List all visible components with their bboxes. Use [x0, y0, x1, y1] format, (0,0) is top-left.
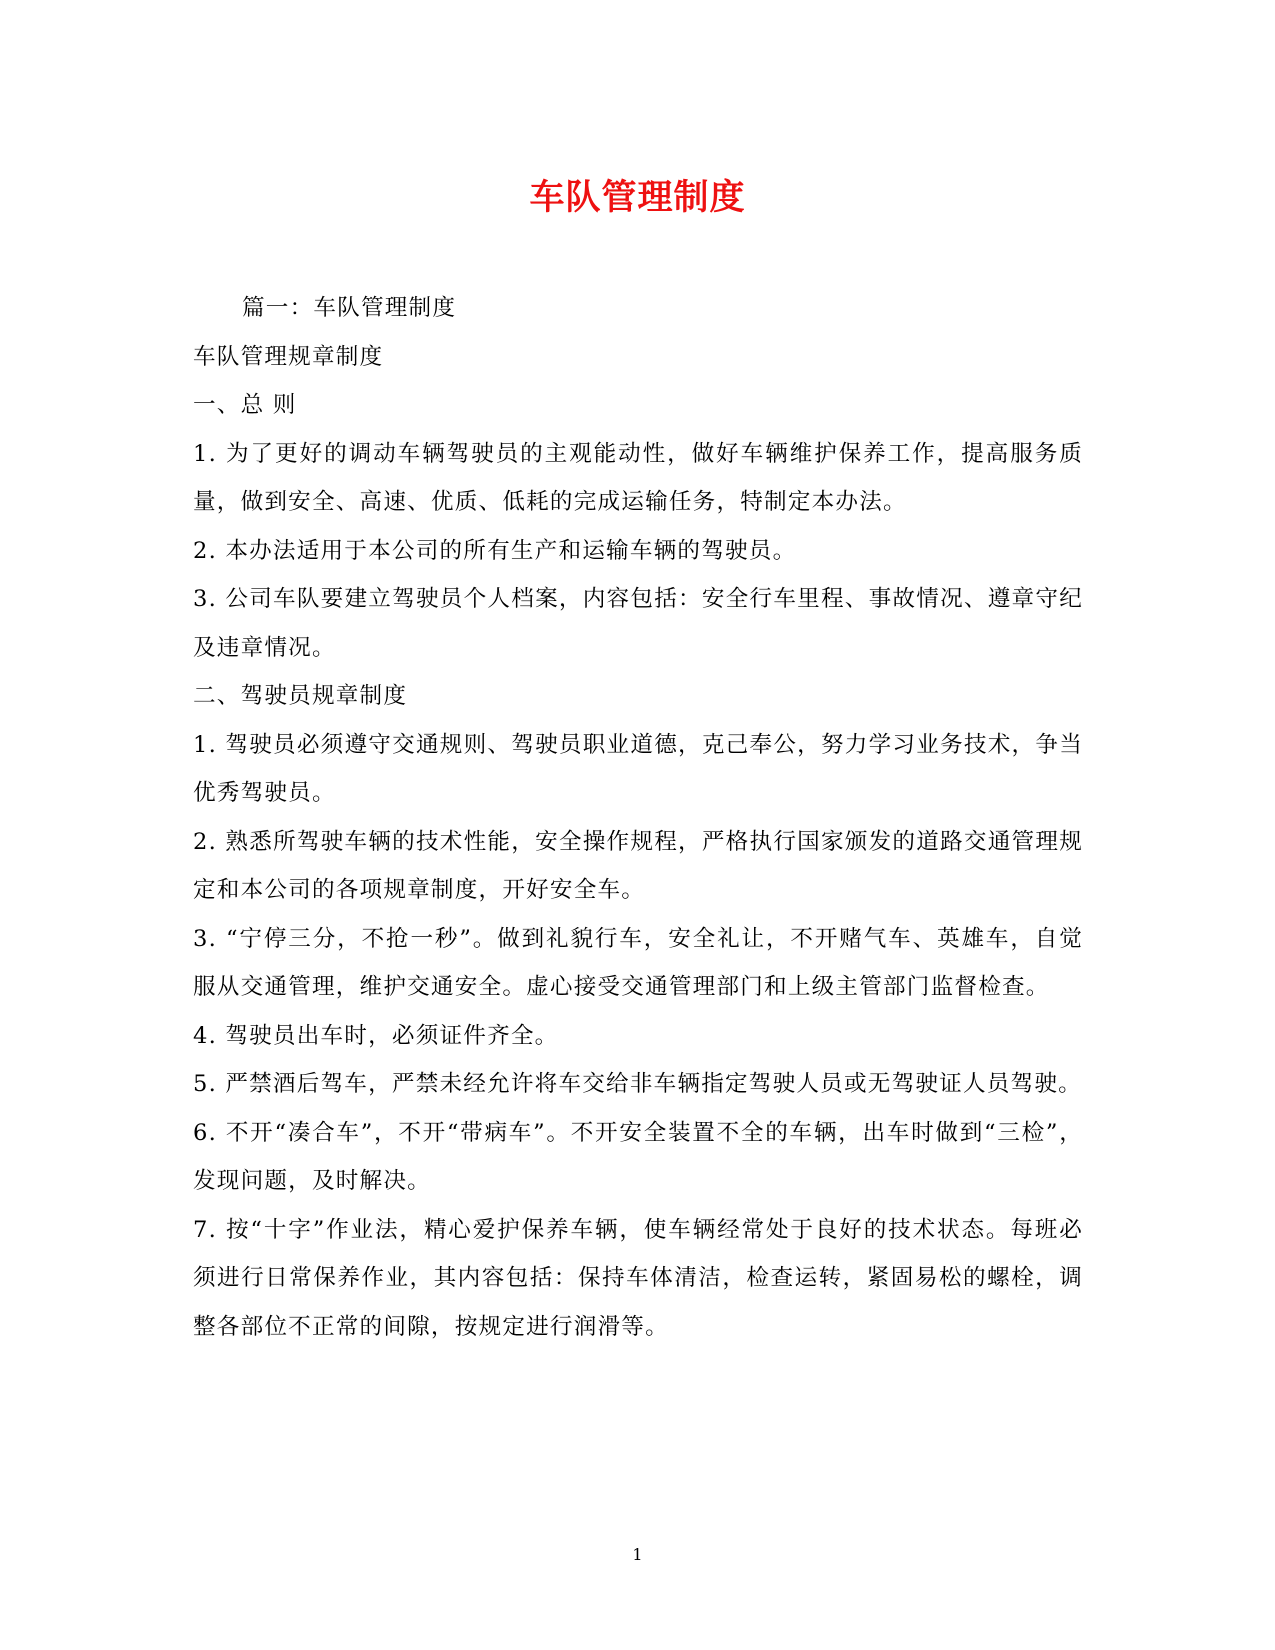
paragraph-driver-7: 7. 按“十字”作业法，精心爱护保养车辆，使车辆经常处于良好的技术状态。每班必须进行日常保养作业，其内容包括：保持车体清洁，检查运转，紧固易松的螺栓，调整各部位不正常的间隙，按规定进行润滑等。 [193, 1216, 1083, 1340]
document-title: 车队管理制度 [529, 178, 746, 218]
section-heading-part-one: 篇一：车队管理制度 [242, 295, 457, 321]
section-heading-general: 一、总 则 [193, 392, 297, 418]
page-number: 1 [632, 1545, 643, 1564]
subtitle-regulations: 车队管理规章制度 [193, 343, 384, 370]
paragraph-driver-6: 6. 不开“凑合车”，不开“带病车”。不开安全装置不全的车辆，出车时做到“三检”，发现问题，及时解决。 [193, 1119, 1083, 1194]
paragraph-driver-5: 5. 严禁酒后驾车，严禁未经允许将车交给非车辆指定驾驶人员或无驾驶证人员驾驶。 [193, 1071, 1082, 1097]
paragraph-driver-3: 3. “宁停三分，不抢一秒”。做到礼貌行车，安全礼让，不开赌气车、英雄车，自觉服从交通管理，维护交通安全。虚心接受交通管理部门和上级主管部门监督检查。 [193, 925, 1083, 1000]
paragraph-driver-4: 4. 驾驶员出车时，必须证件齐全。 [193, 1022, 559, 1049]
section-heading-driver-rules: 二、驾驶员规章制度 [193, 683, 408, 709]
paragraph-general-3: 3. 公司车队要建立驾驶员个人档案，内容包括：安全行车里程、事故情况、遵章守纪及违章情况。 [193, 586, 1083, 661]
document-body [193, 284, 1083, 1351]
paragraph-driver-1: 1. 驾驶员必须遵守交通规则、驾驶员职业道德，克己奉公，努力学习业务技术，争当优秀驾驶员。 [193, 731, 1083, 806]
paragraph-general-2: 2. 本办法适用于本公司的所有生产和运输车辆的驾驶员。 [193, 537, 797, 564]
paragraph-driver-2: 2. 熟悉所驾驶车辆的技术性能，安全操作规程，严格执行国家颁发的道路交通管理规定和本公司的各项规章制度，开好安全车。 [193, 828, 1083, 903]
paragraph-general-1: 1. 为了更好的调动车辆驾驶员的主观能动性，做好车辆维护保养工作，提高服务质量，做到安全、高速、优质、低耗的完成运输任务，特制定本办法。 [193, 440, 1083, 515]
